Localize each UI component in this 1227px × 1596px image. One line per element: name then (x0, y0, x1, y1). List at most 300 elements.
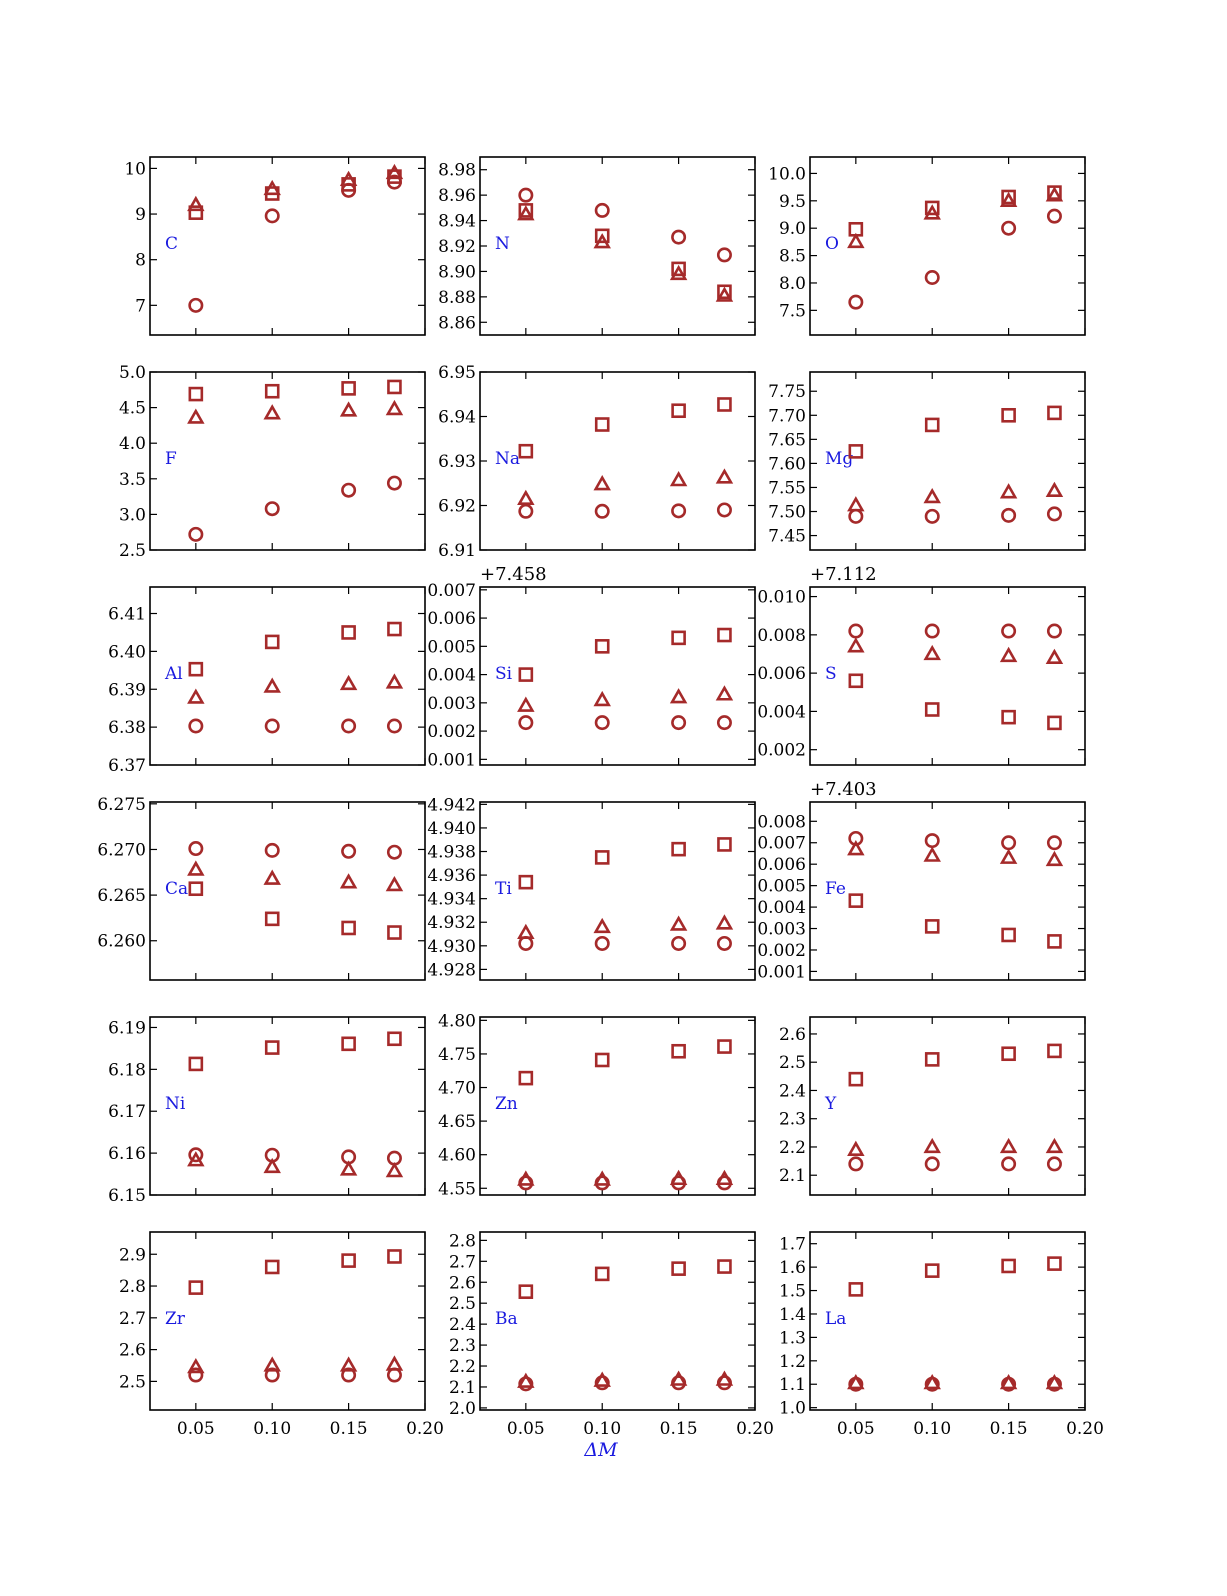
panel-fe-square-point (1048, 935, 1060, 947)
panel-ba-ytick-label: 2.3 (448, 1336, 476, 1357)
panel-s-circle-point (926, 625, 938, 637)
panel-s-square-point (1003, 711, 1015, 723)
panel-fe-offset-label: +7.403 (810, 779, 877, 800)
panel-fe-triangle-point (926, 849, 939, 860)
panel-y-circle-point (1002, 1158, 1014, 1170)
panel-fe-ytick-label: 0.004 (757, 898, 806, 919)
panel-la (779, 1232, 1104, 1439)
panel-zn-ytick-label: 4.60 (438, 1145, 476, 1166)
panel-s-ytick-label: 0.002 (757, 740, 806, 761)
panel-ba (449, 1231, 774, 1439)
panel-mg-element-label: Mg (825, 449, 854, 469)
panel-c-circle-point (266, 210, 278, 222)
panel-zr-square-point (343, 1255, 355, 1267)
panel-la-xtick-label: 0.15 (989, 1419, 1028, 1439)
panel-ba-ytick-label: 2.2 (448, 1357, 476, 1378)
panel-ba-square-point (718, 1261, 730, 1273)
panel-ba-ytick-label: 2.0 (448, 1398, 476, 1419)
panel-s (757, 564, 1085, 765)
panel-ni-triangle-point (189, 1154, 202, 1165)
panel-si-square-point (718, 629, 730, 641)
panel-mg-circle-point (1048, 508, 1060, 520)
panel-la-square-point (926, 1265, 938, 1277)
panel-zr-element-label: Zr (165, 1309, 185, 1329)
panel-mg (768, 372, 1085, 550)
panel-ba-triangle-point (718, 1373, 731, 1384)
panel-s-ytick-label: 0.008 (757, 625, 806, 646)
panel-f-frame (150, 372, 425, 550)
panel-si-ytick-label: 0.001 (427, 750, 476, 771)
panel-si-element-label: Si (495, 664, 513, 684)
panel-f-square-point (388, 381, 400, 393)
panel-s-triangle-point (1002, 649, 1015, 660)
panel-f-triangle-point (189, 411, 202, 422)
panel-zr-ytick-label: 2.9 (118, 1245, 146, 1266)
panel-s-ytick-label: 0.004 (757, 702, 806, 723)
panel-ni (108, 1017, 425, 1206)
panel-zn-ytick-label: 4.70 (438, 1078, 476, 1099)
panel-zn-square-point (718, 1041, 730, 1053)
panel-si (427, 564, 755, 770)
panel-ti-circle-point (520, 937, 532, 949)
panel-al-circle-point (266, 720, 278, 732)
panel-zr-ytick-label: 2.8 (118, 1277, 146, 1298)
panel-ti-ytick-label: 4.940 (427, 818, 476, 839)
panel-la-square-point (1003, 1260, 1015, 1272)
panel-n-ytick-label: 8.88 (438, 287, 476, 308)
panel-al-square-point (388, 623, 400, 635)
panel-ni-square-point (266, 1042, 278, 1054)
panel-si-triangle-point (596, 694, 609, 705)
panel-ti-square-point (673, 843, 685, 855)
panel-ba-ytick-label: 2.5 (448, 1294, 476, 1315)
panel-ca-square-point (266, 913, 278, 925)
panel-na-ytick-label: 6.91 (438, 541, 476, 561)
panel-y-triangle-point (1048, 1140, 1061, 1151)
panel-mg-circle-point (926, 510, 938, 522)
panel-ti-triangle-point (718, 917, 731, 928)
panel-n-ytick-label: 8.90 (438, 262, 476, 283)
panel-mg-triangle-point (1002, 486, 1015, 497)
panel-o-ytick-label: 9.0 (778, 219, 806, 240)
panel-mg-square-point (1003, 409, 1015, 421)
panel-zn-ytick-label: 4.55 (438, 1179, 476, 1200)
panel-y-element-label: Y (825, 1094, 837, 1114)
panel-ti-triangle-point (596, 920, 609, 931)
panel-f-circle-point (266, 503, 278, 515)
panel-n-ytick-label: 8.86 (438, 313, 476, 334)
panel-la-triangle-point (926, 1377, 939, 1388)
panel-ni-ytick-label: 6.19 (108, 1018, 146, 1039)
panel-ti-square-point (520, 876, 532, 888)
panel-si-frame (480, 587, 755, 765)
panel-mg-square-point (1048, 407, 1060, 419)
panel-fe-circle-point (926, 834, 938, 846)
panel-zr (119, 1232, 444, 1439)
panel-y-triangle-point (1002, 1140, 1015, 1151)
panel-f-ytick-label: 4.5 (118, 398, 146, 419)
panel-f-triangle-point (342, 404, 355, 415)
panel-na-circle-point (718, 504, 730, 516)
panel-s-offset-label: +7.112 (810, 564, 877, 585)
panel-zr-triangle-point (189, 1361, 202, 1372)
panel-la-ytick-label: 1.1 (778, 1375, 806, 1396)
panel-ba-xtick-label: 0.10 (583, 1419, 622, 1439)
panel-si-ytick-label: 0.005 (427, 637, 476, 658)
panel-al-ytick-label: 6.41 (108, 604, 146, 625)
panel-f-triangle-point (388, 403, 401, 414)
panel-na-frame (480, 372, 755, 550)
panel-ca-circle-point (342, 845, 354, 857)
panel-zn-triangle-point (519, 1173, 532, 1184)
panel-n-ytick-label: 8.98 (438, 160, 476, 181)
panel-fe-element-label: Fe (825, 879, 846, 899)
panel-la-ytick-label: 1.4 (778, 1304, 806, 1325)
panel-f-circle-point (342, 484, 354, 496)
panel-fe-ytick-label: 0.007 (757, 833, 806, 854)
panel-fe-triangle-point (1002, 851, 1015, 862)
panel-ca (97, 795, 425, 980)
panel-na-square-point (520, 445, 532, 457)
panel-la-square-point (1048, 1258, 1060, 1270)
panel-ti-ytick-label: 4.932 (427, 913, 476, 934)
panel-ca-square-point (190, 883, 202, 895)
panel-y-square-point (926, 1053, 938, 1065)
panel-la-xtick-label: 0.10 (913, 1419, 952, 1439)
panel-zr-xtick-label: 0.20 (406, 1419, 444, 1439)
panel-si-ytick-label: 0.003 (427, 693, 476, 714)
panel-ni-ytick-label: 6.17 (108, 1102, 146, 1123)
panel-zn-frame (480, 1017, 755, 1195)
x-axis-label: ΔM (584, 1439, 618, 1461)
panel-si-square-point (596, 640, 608, 652)
panel-ca-square-point (388, 927, 400, 939)
panel-o-triangle-point (926, 207, 939, 218)
panel-ca-ytick-label: 6.270 (97, 840, 146, 861)
panel-ba-xtick-label: 0.15 (659, 1419, 698, 1439)
panel-f (119, 363, 425, 561)
panel-o-circle-point (926, 271, 938, 283)
panel-la-ytick-label: 1.0 (778, 1398, 806, 1419)
panel-mg-triangle-point (926, 491, 939, 502)
panel-al-triangle-point (189, 691, 202, 702)
panel-ca-ytick-label: 6.275 (97, 794, 146, 815)
panel-y-circle-point (1048, 1158, 1060, 1170)
panel-c-ytick-label: 10 (124, 159, 146, 180)
panel-ti-ytick-label: 4.936 (427, 866, 476, 887)
panel-c-ytick-label: 7 (135, 296, 146, 317)
panel-ba-xtick-label: 0.20 (736, 1419, 774, 1439)
panel-ba-triangle-point (672, 1373, 685, 1384)
panel-fe-ytick-label: 0.001 (757, 962, 806, 983)
panel-ca-square-point (343, 922, 355, 934)
panel-na-ytick-label: 6.95 (438, 363, 476, 383)
panel-ti-circle-point (672, 937, 684, 949)
panel-o-element-label: O (825, 234, 839, 254)
panel-al-ytick-label: 6.39 (108, 680, 146, 701)
panel-al-triangle-point (388, 676, 401, 687)
panel-ca-frame (150, 802, 425, 980)
panel-si-ytick-label: 0.004 (427, 665, 476, 686)
panel-n-circle-point (672, 231, 684, 243)
panel-al-square-point (190, 663, 202, 675)
panel-ni-triangle-point (388, 1165, 401, 1176)
panel-na-circle-point (596, 505, 608, 517)
panel-ca-element-label: Ca (165, 879, 189, 899)
panel-f-square-point (190, 388, 202, 400)
panel-mg-triangle-point (1048, 484, 1061, 495)
panel-c-element-label: C (165, 234, 179, 254)
panel-y-triangle-point (926, 1140, 939, 1151)
panel-na-element-label: Na (495, 449, 521, 469)
panel-s-square-point (926, 703, 938, 715)
panel-ti-circle-point (718, 937, 730, 949)
panel-n-circle-point (596, 204, 608, 216)
panel-na-ytick-label: 6.92 (438, 496, 476, 517)
panel-fe-triangle-point (1048, 853, 1061, 864)
panel-o-ytick-label: 8.0 (778, 273, 806, 294)
panel-fe-ytick-label: 0.002 (757, 940, 806, 961)
panel-na-triangle-point (596, 478, 609, 489)
panel-na-square-point (673, 405, 685, 417)
panel-y (779, 1017, 1085, 1195)
panel-ba-xtick-label: 0.05 (506, 1419, 545, 1439)
panel-fe-ytick-label: 0.006 (757, 855, 806, 876)
panel-ni-frame (150, 1017, 425, 1195)
panel-la-triangle-point (849, 1377, 862, 1388)
panel-s-triangle-point (1048, 651, 1061, 662)
panel-y-ytick-label: 2.1 (778, 1166, 806, 1187)
panel-n-circle-point (520, 189, 532, 201)
panel-ba-triangle-point (596, 1374, 609, 1385)
panel-ti-frame (480, 802, 755, 980)
panel-fe-square-point (850, 895, 862, 907)
panel-o-triangle-point (849, 235, 862, 246)
panel-al-square-point (343, 626, 355, 638)
panel-zn-square-point (596, 1054, 608, 1066)
panel-ba-square-point (673, 1263, 685, 1275)
panel-y-ytick-label: 2.4 (778, 1081, 806, 1102)
panel-al-circle-point (388, 720, 400, 732)
panel-ca-circle-point (266, 844, 278, 856)
panel-ni-ytick-label: 6.16 (108, 1144, 146, 1165)
panel-al-triangle-point (342, 677, 355, 688)
panel-s-circle-point (1002, 625, 1014, 637)
panel-la-ytick-label: 1.2 (778, 1351, 806, 1372)
panel-f-ytick-label: 2.5 (118, 541, 146, 561)
panel-s-square-point (850, 675, 862, 687)
panel-ti-circle-point (596, 937, 608, 949)
panel-ni-element-label: Ni (165, 1094, 186, 1114)
panel-zr-ytick-label: 2.7 (118, 1308, 146, 1329)
panel-al-circle-point (342, 720, 354, 732)
panel-o-ytick-label: 10.0 (768, 164, 806, 185)
panel-na-ytick-label: 6.94 (438, 407, 476, 428)
panel-zr-frame (150, 1232, 425, 1410)
panel-mg-circle-point (850, 510, 862, 522)
panel-n-ytick-label: 8.92 (438, 237, 476, 257)
panel-zn-triangle-point (672, 1172, 685, 1183)
panel-na (438, 363, 755, 561)
panel-fe-ytick-label: 0.003 (757, 919, 806, 940)
panel-ba-square-point (596, 1268, 608, 1280)
panel-ba-ytick-label: 2.4 (448, 1315, 476, 1336)
panel-ca-triangle-point (342, 876, 355, 887)
panel-n-ytick-label: 8.94 (438, 211, 476, 232)
panel-f-ytick-label: 5.0 (118, 363, 146, 383)
panel-mg-ytick-label: 7.50 (768, 502, 806, 523)
panel-ba-element-label: Ba (495, 1309, 518, 1329)
panel-si-ytick-label: 0.007 (427, 580, 476, 601)
panel-f-ytick-label: 3.5 (118, 469, 146, 490)
panel-n-ytick-label: 8.96 (438, 186, 476, 207)
panel-al-element-label: Al (165, 664, 183, 684)
panel-s-circle-point (1048, 625, 1060, 637)
panel-al-ytick-label: 6.38 (108, 718, 146, 739)
panel-mg-ytick-label: 7.75 (768, 382, 806, 403)
panel-fe (757, 779, 1085, 982)
panel-fe-ytick-label: 0.005 (757, 876, 806, 897)
panel-si-circle-point (520, 716, 532, 728)
panel-la-square-point (850, 1283, 862, 1295)
panel-s-triangle-point (849, 640, 862, 651)
panel-zr-xtick-label: 0.15 (329, 1419, 368, 1439)
panel-y-ytick-label: 2.2 (778, 1137, 806, 1158)
panel-ca-triangle-point (388, 879, 401, 890)
panel-mg-ytick-label: 7.65 (768, 430, 806, 451)
panel-ba-ytick-label: 2.7 (448, 1252, 476, 1273)
panel-ca-ytick-label: 6.260 (97, 931, 146, 952)
panel-fe-circle-point (1002, 837, 1014, 849)
panel-c-ytick-label: 9 (135, 205, 146, 226)
panel-o-ytick-label: 7.5 (778, 301, 806, 322)
panel-zn-square-point (673, 1045, 685, 1057)
panel-zn-ytick-label: 4.75 (438, 1044, 476, 1065)
panel-fe-ytick-label: 0.008 (757, 812, 806, 833)
panel-o (768, 157, 1085, 335)
panel-al-ytick-label: 6.37 (108, 756, 146, 776)
panel-zn-element-label: Zn (495, 1094, 518, 1114)
panel-la-triangle-point (1048, 1377, 1061, 1388)
panel-ca-circle-point (190, 842, 202, 854)
panel-fe-frame (810, 802, 1085, 980)
panel-y-square-point (850, 1073, 862, 1085)
panel-al (108, 587, 425, 776)
panel-y-triangle-point (849, 1143, 862, 1154)
panel-zr-square-point (190, 1282, 202, 1294)
panel-la-xtick-label: 0.05 (836, 1419, 875, 1439)
panel-la-element-label: La (825, 1309, 847, 1329)
panel-la-ytick-label: 1.6 (778, 1258, 806, 1279)
panel-la-ytick-label: 1.3 (778, 1328, 806, 1349)
panel-na-circle-point (520, 505, 532, 517)
panel-s-square-point (1048, 717, 1060, 729)
panel-si-ytick-label: 0.002 (427, 722, 476, 743)
panel-ti-square-point (718, 838, 730, 850)
panel-ba-square-point (520, 1286, 532, 1298)
panel-zn-square-point (520, 1072, 532, 1084)
panel-y-square-point (1003, 1048, 1015, 1060)
panel-ti-ytick-label: 4.928 (427, 960, 476, 981)
panel-si-ytick-label: 0.006 (427, 609, 476, 630)
panel-n-frame (480, 157, 755, 335)
panel-s-ytick-label: 0.006 (757, 664, 806, 685)
panel-la-xtick-label: 0.20 (1066, 1419, 1104, 1439)
panel-f-element-label: F (165, 449, 177, 469)
panel-na-triangle-point (519, 492, 532, 503)
panel-na-ytick-label: 6.93 (438, 452, 476, 472)
panel-y-square-point (1048, 1045, 1060, 1057)
panel-zr-xtick-label: 0.05 (176, 1419, 215, 1439)
panel-mg-square-point (926, 419, 938, 431)
panel-na-circle-point (672, 505, 684, 517)
panel-s-circle-point (850, 625, 862, 637)
panel-zr-ytick-label: 2.5 (118, 1372, 146, 1393)
panel-mg-ytick-label: 7.70 (768, 406, 806, 427)
panel-ca-triangle-point (189, 863, 202, 874)
panel-na-square-point (718, 398, 730, 410)
panel-ca-ytick-label: 6.265 (97, 886, 146, 907)
panel-zn (438, 1011, 755, 1199)
panel-c-circle-point (190, 299, 202, 311)
panel-y-ytick-label: 2.6 (778, 1024, 806, 1045)
panel-ca-circle-point (388, 846, 400, 858)
panel-ti-triangle-point (672, 918, 685, 929)
panel-la-ytick-label: 1.5 (778, 1281, 806, 1302)
panel-f-square-point (343, 382, 355, 394)
panel-mg-ytick-label: 7.60 (768, 454, 806, 475)
panel-zr-xtick-label: 0.10 (253, 1419, 292, 1439)
panel-f-square-point (266, 385, 278, 397)
panel-n (438, 157, 755, 335)
panel-ti-ytick-label: 4.930 (427, 936, 476, 957)
panel-si-triangle-point (672, 691, 685, 702)
panel-ti (427, 795, 755, 980)
panel-zn-triangle-point (596, 1173, 609, 1184)
panel-n-triangle-point (672, 267, 685, 278)
panel-na-triangle-point (672, 474, 685, 485)
panel-zn-ytick-label: 4.80 (438, 1011, 476, 1032)
panel-zr-square-point (388, 1250, 400, 1262)
panel-si-offset-label: +7.458 (480, 564, 547, 585)
panel-la-ytick-label: 1.7 (778, 1234, 806, 1255)
panel-o-ytick-label: 8.5 (778, 246, 806, 267)
panel-si-circle-point (718, 716, 730, 728)
panel-na-square-point (596, 419, 608, 431)
panel-al-circle-point (190, 720, 202, 732)
panel-zr-square-point (266, 1261, 278, 1273)
panel-ni-square-point (190, 1058, 202, 1070)
panel-si-triangle-point (519, 699, 532, 710)
panel-ti-element-label: Ti (495, 879, 512, 899)
panel-ti-ytick-label: 4.938 (427, 842, 476, 863)
panel-al-square-point (266, 636, 278, 648)
panel-ba-ytick-label: 2.8 (448, 1231, 476, 1252)
panel-s-element-label: S (825, 664, 837, 684)
panel-al-ytick-label: 6.40 (108, 642, 146, 663)
panel-ca-triangle-point (266, 872, 279, 883)
panel-o-circle-point (850, 296, 862, 308)
panel-y-ytick-label: 2.5 (778, 1053, 806, 1074)
panel-la-triangle-point (1002, 1377, 1015, 1388)
panel-fe-circle-point (1048, 837, 1060, 849)
panel-y-circle-point (926, 1158, 938, 1170)
panel-fe-square-point (926, 920, 938, 932)
panel-al-triangle-point (266, 680, 279, 691)
panel-s-triangle-point (926, 647, 939, 658)
panel-c-triangle-point (189, 198, 202, 209)
panel-si-triangle-point (718, 688, 731, 699)
